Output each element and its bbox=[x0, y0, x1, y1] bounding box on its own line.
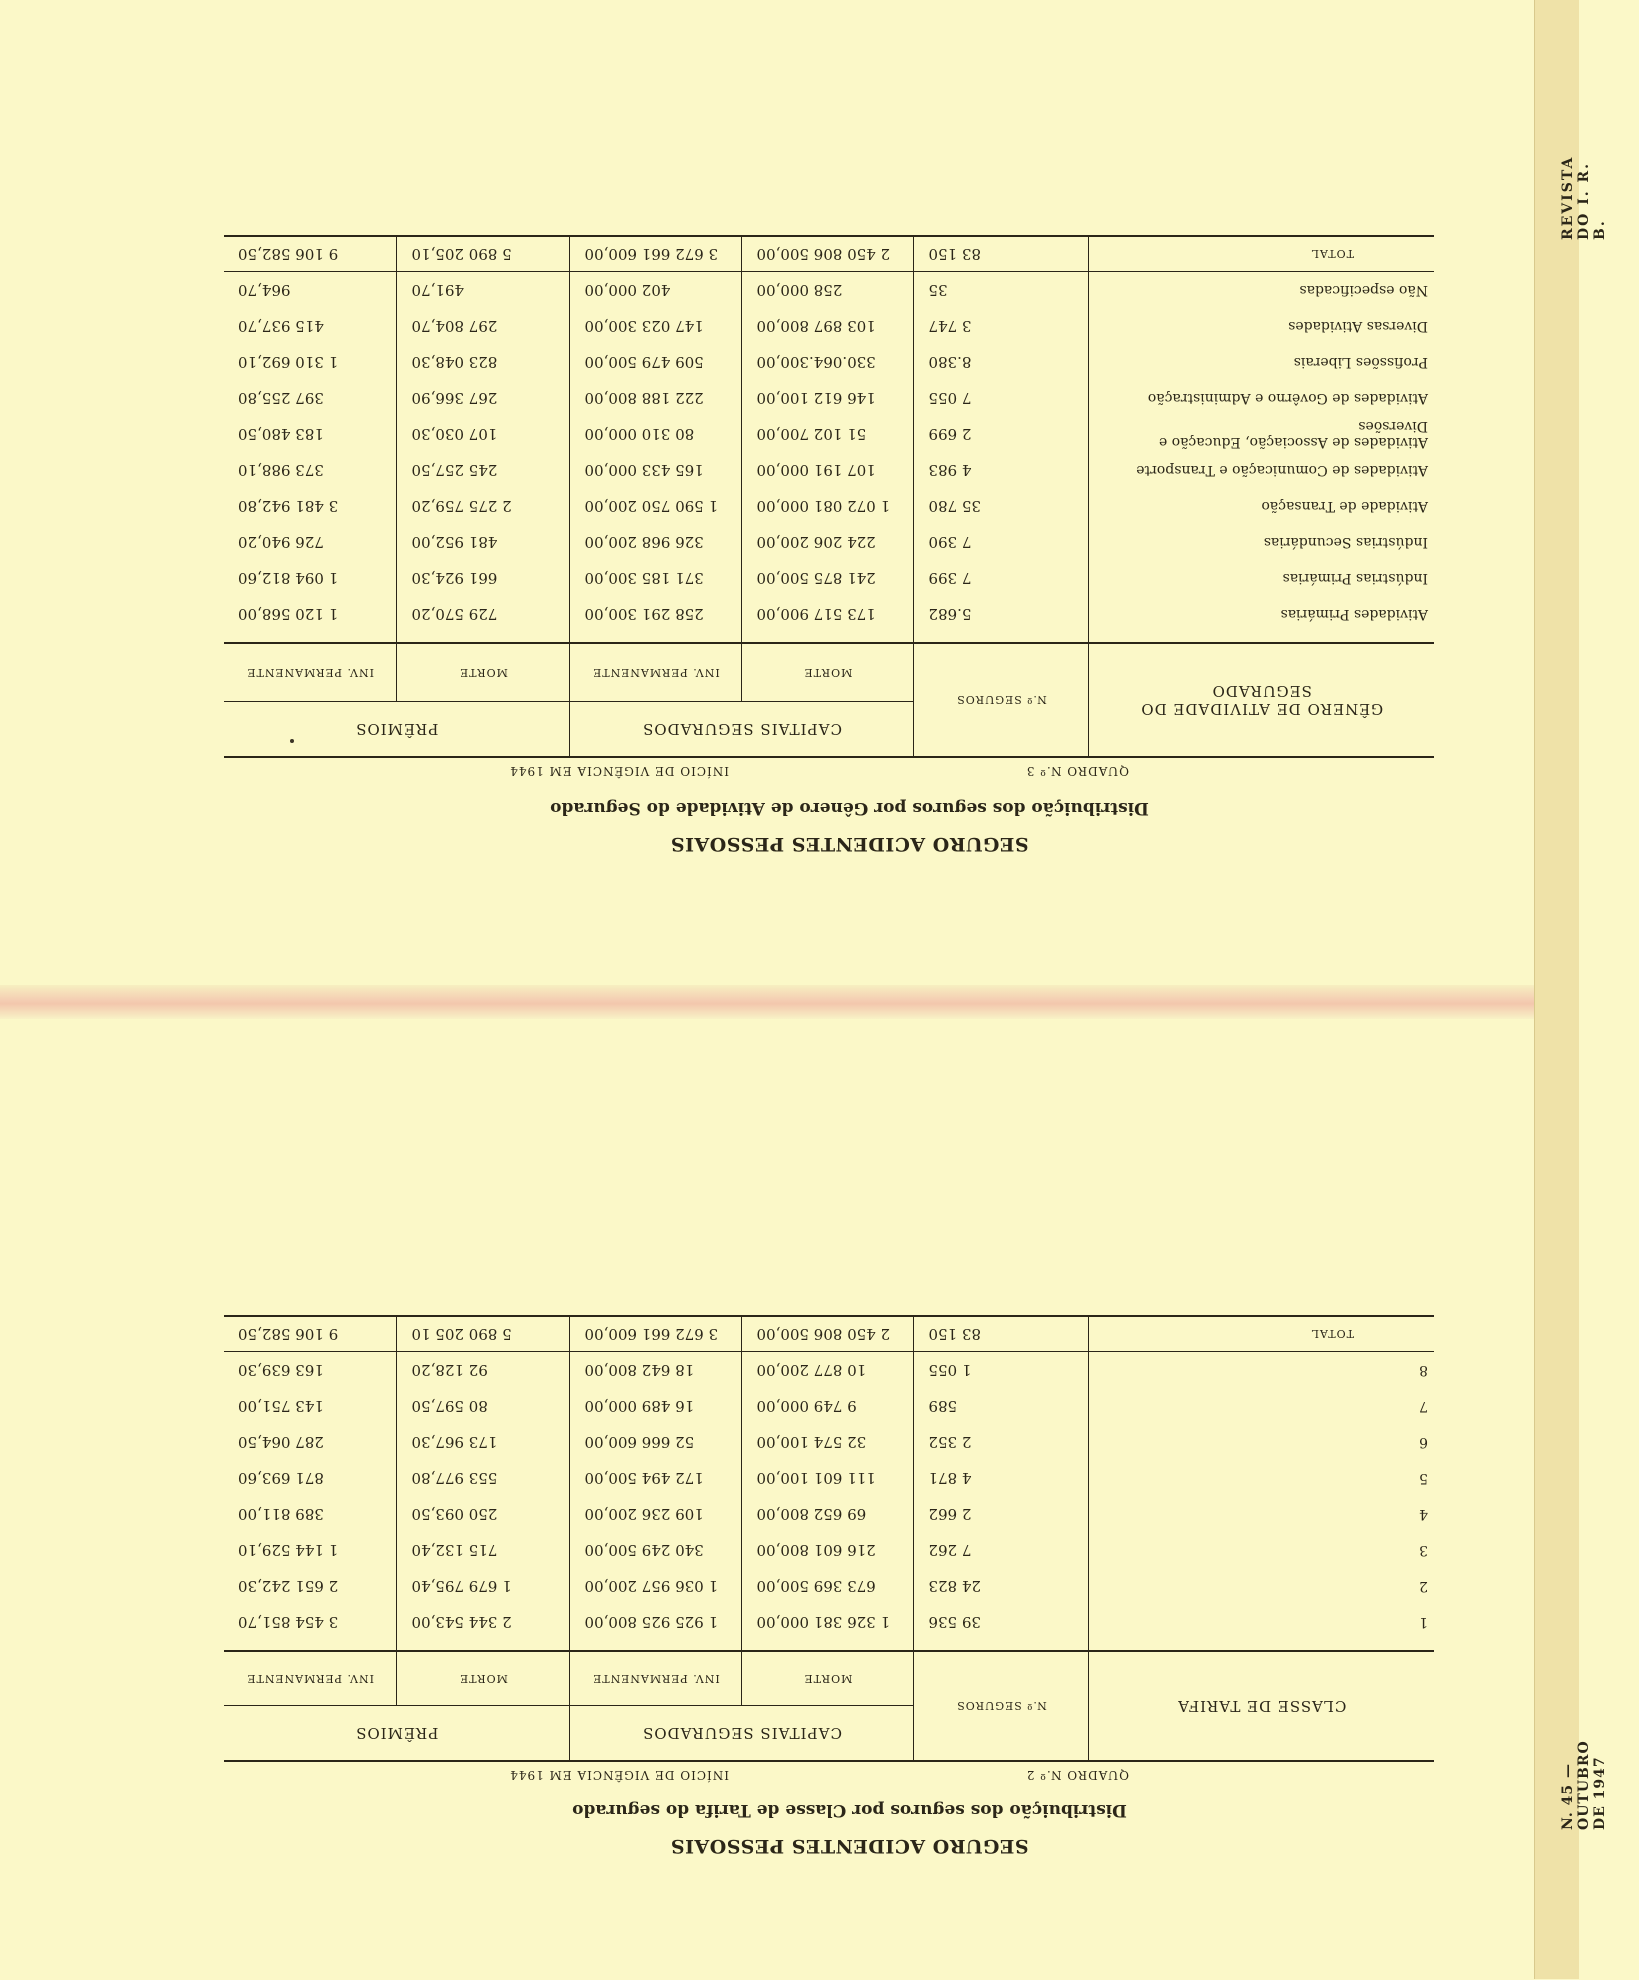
table-row bbox=[224, 1532, 1434, 1568]
table-row bbox=[224, 560, 1434, 596]
capital-inv-cell: 509 479 500,00 bbox=[570, 344, 742, 380]
table-row bbox=[224, 1604, 1434, 1651]
header-cap-inv: INV. PERMANENTE bbox=[570, 1651, 742, 1706]
capital-morte-cell: 1 326 381 000,00 bbox=[742, 1604, 914, 1651]
total-row bbox=[224, 236, 1434, 272]
row-label-text: Indústrias Primárias bbox=[1282, 570, 1428, 586]
capital-morte-cell: 173 517 900,00 bbox=[742, 596, 914, 643]
total-capital-inv-cell: 3 672 661 600,00 bbox=[570, 1316, 742, 1352]
row-label-text: 1 bbox=[1419, 1614, 1428, 1630]
premio-inv-cell: 3 481 942,80 bbox=[238, 497, 339, 515]
inicio-vigencia: INÍCIO DE VIGÊNCIA EM 1944 bbox=[509, 764, 729, 778]
n-seguros-cell: 4 983 bbox=[914, 452, 1089, 488]
total-capital-morte-cell: 2 450 806 500,00 bbox=[742, 236, 914, 272]
row-label bbox=[1089, 1604, 1434, 1651]
data-table bbox=[224, 235, 1434, 758]
total-capital-morte-cell: 2 450 806 500,00 bbox=[742, 1316, 914, 1352]
row-label-text: 8 bbox=[1419, 1362, 1428, 1378]
row-label-text: Profissões Liberais bbox=[1293, 354, 1428, 370]
premio-inv-cell: 2 651 242,30 bbox=[238, 1577, 339, 1595]
n-seguros-cell: 5.682 bbox=[914, 596, 1089, 643]
capital-inv-cell: 222 188 800,00 bbox=[570, 380, 742, 416]
table-row bbox=[224, 1424, 1434, 1460]
table-row bbox=[224, 1496, 1434, 1532]
premio-inv-cell: 183 480,50 bbox=[238, 425, 324, 443]
capital-inv-cell: 1 925 925 800,00 bbox=[570, 1604, 742, 1651]
header-pr-inv: INV. PERMANENTE bbox=[224, 1651, 397, 1706]
total-n-seguros-cell: 83 150 bbox=[914, 236, 1089, 272]
premio-morte-cell: 267 366,90 bbox=[397, 380, 570, 416]
capital-inv-cell: 1 036 957 200,00 bbox=[570, 1568, 742, 1604]
n-seguros-cell: 39 536 bbox=[914, 1604, 1089, 1651]
data-table bbox=[224, 1315, 1434, 1762]
capital-morte-cell: 32 574 100,00 bbox=[742, 1424, 914, 1460]
capital-inv-cell: 1 590 750 200,00 bbox=[570, 488, 742, 524]
capital-morte-cell: 107 191 000,00 bbox=[742, 452, 914, 488]
quadro-number: QUADRO N.º 2 bbox=[1025, 1768, 1129, 1782]
capital-morte-cell: 103 897 800,00 bbox=[742, 308, 914, 344]
table-row bbox=[224, 344, 1434, 380]
total-label: TOTAL bbox=[1089, 1316, 1434, 1352]
header-cap-morte: MORTE bbox=[742, 643, 914, 701]
row-label-text: 5 bbox=[1419, 1470, 1428, 1486]
n-seguros-cell: 3 747 bbox=[914, 308, 1089, 344]
row-label bbox=[1089, 344, 1434, 380]
header-n-seguros: N.º SEGUROS bbox=[914, 1651, 1089, 1761]
row-label-text: 6 bbox=[1419, 1434, 1428, 1450]
header-genero: GÊNERO DE ATIVIDADE DO SEGURADO bbox=[1089, 643, 1434, 757]
n-seguros-cell: 35 780 bbox=[914, 488, 1089, 524]
premio-inv-cell: 3 454 851,70 bbox=[224, 1604, 397, 1651]
table-row bbox=[224, 596, 1434, 643]
row-label-text: Não especificadas bbox=[1299, 282, 1428, 298]
row-label bbox=[1089, 524, 1434, 560]
header-n-seguros: N.º SEGUROS bbox=[914, 643, 1089, 757]
row-label-text: Indústrias Secundárias bbox=[1263, 534, 1428, 550]
n-seguros-cell: 7 055 bbox=[914, 380, 1089, 416]
capital-morte-cell: 216 601 800,00 bbox=[742, 1532, 914, 1568]
table-row bbox=[224, 308, 1434, 344]
capital-morte-cell: 10 877 200,00 bbox=[742, 1352, 914, 1389]
row-label bbox=[1089, 1532, 1434, 1568]
capital-morte-cell: 9 749 000,00 bbox=[742, 1388, 914, 1424]
journal-name: REVISTA DO I. R. B. bbox=[1560, 155, 1608, 240]
capital-morte-cell: 146 612 100,00 bbox=[742, 380, 914, 416]
section-title: SEGURO ACIDENTES PESSOAIS bbox=[670, 833, 1029, 855]
capital-morte-cell: 330.064.300,00 bbox=[742, 344, 914, 380]
n-seguros-cell: 7 262 bbox=[914, 1532, 1089, 1568]
table-row bbox=[224, 272, 1434, 309]
header-pr-morte: MORTE bbox=[397, 643, 570, 701]
table-row bbox=[224, 1388, 1434, 1424]
header-capitais: CAPITAIS SEGURADOS bbox=[570, 1706, 914, 1761]
section-quadro-2 bbox=[0, 990, 1579, 1980]
row-label bbox=[1089, 1460, 1434, 1496]
premio-morte-cell: 823 048,30 bbox=[397, 344, 570, 380]
table-row bbox=[224, 1568, 1434, 1604]
row-label-text: 7 bbox=[1419, 1398, 1428, 1414]
n-seguros-cell: 8.380 bbox=[914, 344, 1089, 380]
capital-inv-cell: 172 494 500,00 bbox=[570, 1460, 742, 1496]
capital-inv-cell: 340 249 500,00 bbox=[570, 1532, 742, 1568]
total-capital-inv-cell: 3 672 661 600,00 bbox=[570, 236, 742, 272]
capital-inv-cell: 109 236 200,00 bbox=[570, 1496, 742, 1532]
header-capitais: CAPITAIS SEGURADOS bbox=[570, 701, 914, 757]
row-label-text: Atividades Primárias bbox=[1280, 606, 1428, 622]
premio-morte-cell: 107 030,30 bbox=[397, 416, 570, 452]
table-row bbox=[224, 524, 1434, 560]
row-label-text: Atividades de Govêrno e Administração bbox=[1147, 390, 1428, 406]
capital-morte-cell: 241 875 500,00 bbox=[742, 560, 914, 596]
capital-inv-cell: 18 642 800,00 bbox=[570, 1352, 742, 1389]
row-label-text: Atividades de Comunicação e Transporte bbox=[1136, 462, 1428, 478]
premio-morte-cell: 245 257,50 bbox=[397, 452, 570, 488]
total-label: TOTAL bbox=[1089, 236, 1434, 272]
header-pr-morte: MORTE bbox=[397, 1651, 570, 1706]
capital-inv-cell: 402 000,00 bbox=[570, 272, 742, 309]
section-subtitle: Distribuição dos seguros por Classe de Tarifa do segurado bbox=[572, 1800, 1127, 1820]
journal-issue: N. 45 — OUTUBRO DE 1947 bbox=[1560, 1740, 1608, 1830]
row-label bbox=[1089, 560, 1434, 596]
row-label-text: 4 bbox=[1419, 1506, 1428, 1522]
row-label bbox=[1089, 308, 1434, 344]
row-label-text: Diversas Atividades bbox=[1288, 318, 1428, 334]
premio-morte-cell: 481 952,00 bbox=[397, 524, 570, 560]
premio-inv-cell: 163 639,30 bbox=[238, 1361, 324, 1379]
row-label bbox=[1089, 1424, 1434, 1460]
capital-morte-cell: 224 206 200,00 bbox=[742, 524, 914, 560]
premio-morte-cell: 2 344 543,00 bbox=[397, 1604, 570, 1651]
capital-inv-cell: 52 666 600,00 bbox=[570, 1424, 742, 1460]
premio-inv-cell: 373 988,10 bbox=[238, 461, 324, 479]
n-seguros-cell: 1 055 bbox=[914, 1352, 1089, 1389]
premio-inv-cell: 1 310 692,10 bbox=[238, 353, 339, 371]
premio-inv-cell: 389 811,00 bbox=[238, 1505, 324, 1523]
row-label-text: Atividade de Transação bbox=[1261, 498, 1428, 514]
premio-inv-cell: 287 064,50 bbox=[238, 1433, 324, 1451]
premio-morte-cell: 661 924,30 bbox=[397, 560, 570, 596]
capital-morte-cell: 673 369 500,00 bbox=[742, 1568, 914, 1604]
capital-inv-cell: 80 310 000,00 bbox=[570, 416, 742, 452]
header-pr-inv: INV. PERMANENTE bbox=[224, 643, 397, 701]
row-label bbox=[1089, 596, 1434, 643]
table-row bbox=[224, 416, 1434, 452]
row-label bbox=[1089, 1388, 1434, 1424]
premio-inv-cell: 1 094 812,60 bbox=[238, 569, 339, 587]
row-label bbox=[1089, 1496, 1434, 1532]
total-premio-inv-cell: 9 106 582,50 bbox=[224, 236, 397, 272]
premio-morte-cell: 715 132,40 bbox=[397, 1532, 570, 1568]
table-row bbox=[224, 488, 1434, 524]
premio-morte-cell: 173 967,30 bbox=[397, 1424, 570, 1460]
capital-inv-cell: 258 291 300,00 bbox=[570, 596, 742, 643]
row-label bbox=[1089, 272, 1434, 309]
premio-inv-cell: 397 255,80 bbox=[238, 389, 324, 407]
table-row bbox=[224, 452, 1434, 488]
print-mark bbox=[290, 739, 294, 743]
total-premio-morte-cell: 5 890 205 10 bbox=[397, 1316, 570, 1352]
capital-inv-cell: 371 185 300,00 bbox=[570, 560, 742, 596]
n-seguros-cell: 2 699 bbox=[914, 416, 1089, 452]
premio-morte-cell: 2 275 759,20 bbox=[397, 488, 570, 524]
header-classe: CLASSE DE TARIFA bbox=[1089, 1651, 1434, 1761]
n-seguros-cell: 7 399 bbox=[914, 560, 1089, 596]
row-label bbox=[1089, 416, 1434, 452]
section-subtitle: Distribuição dos seguros por Gênero de Atividade do Segurado bbox=[550, 798, 1149, 818]
capital-inv-cell: 16 489 000,00 bbox=[570, 1388, 742, 1424]
n-seguros-cell: 589 bbox=[914, 1388, 1089, 1424]
quadro-number: QUADRO N.º 3 bbox=[1025, 764, 1129, 778]
capital-morte-cell: 258 000,00 bbox=[742, 272, 914, 309]
n-seguros-cell: 7 390 bbox=[914, 524, 1089, 560]
section-title: SEGURO ACIDENTES PESSOAIS bbox=[670, 1835, 1029, 1857]
premio-morte-cell: 92 128,20 bbox=[397, 1352, 570, 1389]
premio-inv-cell: 871 693,60 bbox=[238, 1469, 324, 1487]
total-row bbox=[224, 1316, 1434, 1352]
capital-morte-cell: 111 601 100,00 bbox=[742, 1460, 914, 1496]
header-cap-morte: MORTE bbox=[742, 1651, 914, 1706]
capital-morte-cell: 51 102 700,00 bbox=[742, 416, 914, 452]
section-quadro-3 bbox=[0, 0, 1579, 990]
total-premio-inv-cell: 9 106 582,50 bbox=[224, 1316, 397, 1352]
header-premios: PRÊMIOS bbox=[224, 1706, 570, 1761]
n-seguros-cell: 24 823 bbox=[914, 1568, 1089, 1604]
n-seguros-cell: 35 bbox=[914, 272, 1089, 309]
total-premio-morte-cell: 5 890 205,10 bbox=[397, 236, 570, 272]
n-seguros-cell: 4 871 bbox=[914, 1460, 1089, 1496]
capital-inv-cell: 326 968 200,00 bbox=[570, 524, 742, 560]
premio-morte-cell: 250 093,50 bbox=[397, 1496, 570, 1532]
premio-morte-cell: 80 597,50 bbox=[397, 1388, 570, 1424]
premio-inv-cell: 726 940,20 bbox=[238, 533, 324, 551]
header-premios: PRÊMIOS bbox=[224, 701, 570, 757]
row-label bbox=[1089, 380, 1434, 416]
capital-inv-cell: 147 023 300,00 bbox=[570, 308, 742, 344]
premio-inv-cell: 415 937,70 bbox=[238, 317, 324, 335]
capital-morte-cell: 1 072 081 000,00 bbox=[742, 488, 914, 524]
premio-inv-cell: 143 751,00 bbox=[238, 1397, 324, 1415]
inicio-vigencia: INÍCIO DE VIGÊNCIA EM 1944 bbox=[509, 1768, 729, 1782]
total-n-seguros-cell: 83 150 bbox=[914, 1316, 1089, 1352]
table-row bbox=[224, 1460, 1434, 1496]
capital-morte-cell: 69 652 800,00 bbox=[742, 1496, 914, 1532]
row-label bbox=[1089, 488, 1434, 524]
premio-inv-cell: 964,70 bbox=[238, 281, 291, 299]
premio-morte-cell: 1 679 795,40 bbox=[397, 1568, 570, 1604]
row-label bbox=[1089, 1568, 1434, 1604]
row-label-text: 2 bbox=[1419, 1578, 1428, 1594]
n-seguros-cell: 2 662 bbox=[914, 1496, 1089, 1532]
premio-morte-cell: 553 977,80 bbox=[397, 1460, 570, 1496]
capital-inv-cell: 165 433 000,00 bbox=[570, 452, 742, 488]
premio-morte-cell: 491,70 bbox=[397, 272, 570, 309]
row-label-text: 3 bbox=[1419, 1542, 1428, 1558]
table-row bbox=[224, 1352, 1434, 1389]
premio-inv-cell: 1 144 529,10 bbox=[238, 1541, 339, 1559]
row-label-text: Atividades de Associação, Educação e Diversões bbox=[1158, 418, 1428, 450]
table-row bbox=[224, 380, 1434, 416]
n-seguros-cell: 2 352 bbox=[914, 1424, 1089, 1460]
row-label bbox=[1089, 452, 1434, 488]
row-label bbox=[1089, 1352, 1434, 1389]
premio-inv-cell: 1 120 568,00 bbox=[224, 596, 397, 643]
premio-morte-cell: 297 804,70 bbox=[397, 308, 570, 344]
premio-morte-cell: 729 570,20 bbox=[397, 596, 570, 643]
header-cap-inv: INV. PERMANENTE bbox=[570, 643, 742, 701]
